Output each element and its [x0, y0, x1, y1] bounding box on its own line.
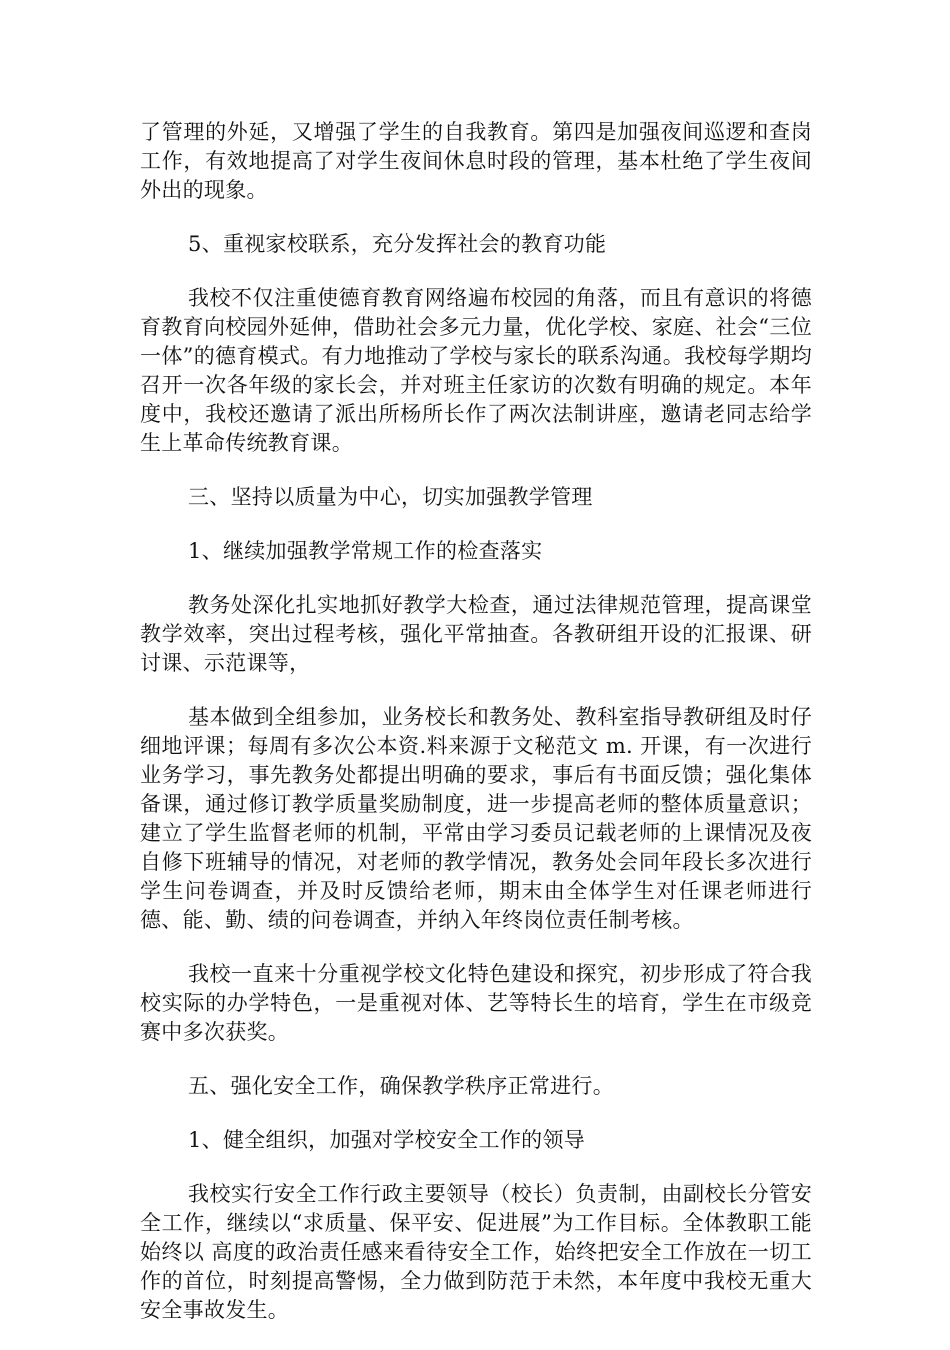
paragraph-safety-responsibility: 我校实行安全工作行政主要领导（校长）负责制，由副校长分管安全工作，继续以“求质量、保平安、促进展”为工作目标。全体教职工能始终以 高度的政治责任感来看待安全工作，始终把安全工作放在一切工作的首位，时刻提高警惕，全力做到防范于未然，本年度中我校无重大安全事故发生。 — [140, 1182, 812, 1322]
paragraph-teaching-inspection: 教务处深化扎实地抓好教学大检查，通过法律规范管理，提高课堂教学效率，突出过程考核，强化平常抽查。各教研组开设的汇报课、研讨课、示范课等， — [140, 593, 812, 675]
subsection-heading-teaching-routine: 1、继续加强教学常规工作的检查落实 — [188, 539, 543, 563]
paragraph-school-culture: 我校一直来十分重视学校文化特色建设和探究，初步形成了符合我校实际的办学特色，一是重视对体、艺等特长生的培育，学生在市级竞赛中多次获奖。 — [140, 962, 812, 1044]
paragraph-family-school: 我校不仅注重使德育教育网络遍布校园的角落，而且有意识的将德育教育向校园外延伸，借助社会多元力量，优化学校、家庭、社会“三位一体”的德育模式。有力地推动了学校与家长的联系沟通。我校每学期均召开一次各年级的家长会，并对班主任家访的次数有明确的规定。本年度中，我校还邀请了派出所杨所长作了两次法制讲座，邀请老同志给学生上革命传统教育课。 — [140, 286, 812, 455]
section-heading-teaching-quality: 三、坚持以质量为中心，切实加强教学管理 — [188, 485, 593, 509]
paragraph-continuation: 了管理的外延，又增强了学生的自我教育。第四是加强夜间巡逻和查岗工作，有效地提高了对学生夜间休息时段的管理，基本杜绝了学生夜间外出的现象。 — [140, 120, 812, 202]
subsection-heading-safety-organization: 1、健全组织，加强对学校安全工作的领导 — [188, 1128, 586, 1152]
document-body — [140, 118, 812, 1350]
section-heading-safety: 五、强化安全工作，确保教学秩序正常进行。 — [188, 1074, 614, 1098]
subsection-heading-family-school: 5、重视家校联系，充分发挥社会的教育功能 — [188, 232, 607, 256]
paragraph-teaching-evaluation: 基本做到全组参加，业务校长和教务处、教科室指导教研组及时仔细地评课；每周有多次公本资.料来源于文秘范文 m. 开课，有一次进行业务学习，事先教务处都提出明确的要求，事后有书面反馈；强化集体备课，通过修订教学质量奖励制度，进一步提高老师的整体质量意识；建立了学生监督老师的机制，平常由学习委员记载老师的上课情况及夜自修下班辅导的情况，对老师的教学情况，教务处会同年段长多次进行学生问卷调查，并及时反馈给老师，期末由全体学生对任课老师进行德、能、勤、绩的问卷调查，并纳入年终岗位责任制考核。 — [140, 705, 812, 932]
